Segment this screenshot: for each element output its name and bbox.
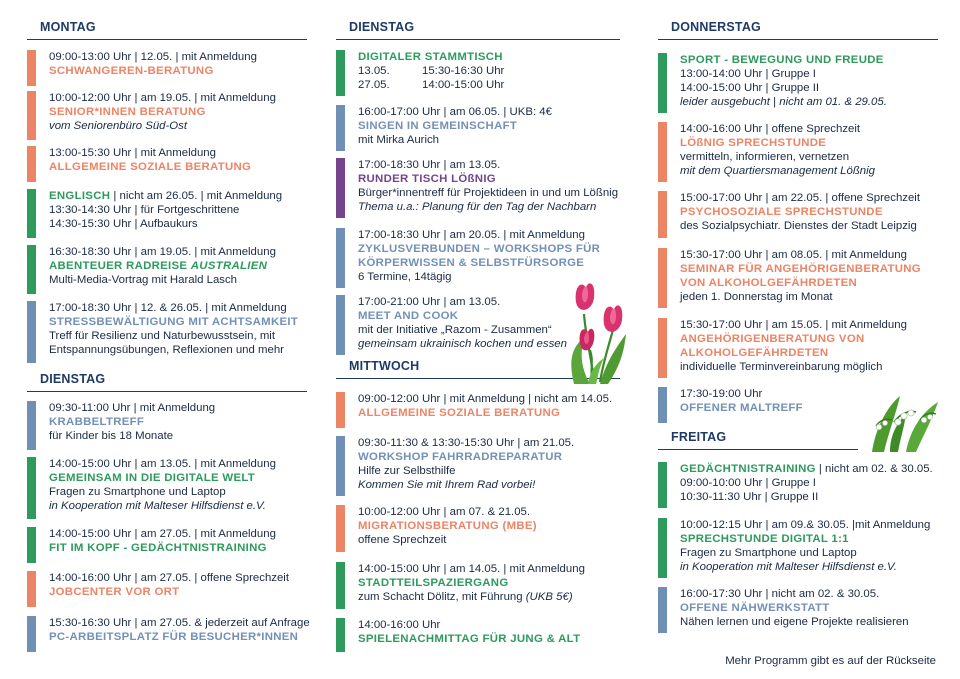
event-title: RUNDER TISCH LÖßNIG [358, 173, 496, 185]
event-title [49, 259, 276, 273]
event-sprechstunde-digital [658, 518, 930, 578]
event-detail: | nicht am 02. & 30.05. [815, 463, 933, 475]
event-time: 15:30-17:00 Uhr | am 15.05. | mit Anmeldung [680, 319, 907, 331]
event-header [680, 462, 933, 476]
event-time: 17:00-21:00 Uhr | am 13.05. [358, 296, 501, 308]
event-time: 14:00-15:00 Uhr | am 13.05. | mit Anmeldung [49, 458, 276, 470]
event-digitale-welt [27, 457, 276, 519]
day-heading-donnerstag: DONNERSTAG [658, 20, 938, 40]
event-loessnig-sprechstunde [658, 122, 875, 182]
event-singen [336, 105, 552, 151]
event-note: Kommen Sie mit Ihrem Rad vorbei! [358, 479, 536, 491]
event-time: 10:30-11:30 Uhr | Gruppe II [680, 491, 819, 503]
event-description: Hilfe zur Selbsthilfe [358, 465, 456, 477]
event-title: STADTTEILSPAZIERGANG [358, 577, 509, 589]
event-date-row [358, 64, 504, 78]
event-time: 09:30-11:00 Uhr | mit Anmeldung [49, 402, 216, 414]
event-spielenachmittag [336, 618, 580, 652]
event-title-italic: AUSTRALIEN [190, 260, 268, 272]
event-digitaler-stammtisch [336, 50, 504, 96]
event-note: vom Seniorenbüro Süd-Ost [49, 120, 188, 132]
event-title-main: ABENTEUER RADREISE [49, 260, 191, 272]
event-seminar-angehoerigenberatung [658, 248, 921, 308]
event-header [49, 189, 282, 203]
event-time: 17:00-18:30 Uhr | am 20.05. | mit Anmeldung [358, 229, 585, 241]
event-description: für Kinder bis 18 Monate [49, 430, 174, 442]
event-time: 14:00-15:00 Uhr | am 14.05. | mit Anmeldung [358, 563, 585, 575]
event-runder-tisch [336, 158, 618, 218]
day-heading-montag: MONTAG [27, 20, 307, 40]
event-title: STRESSBEWÄLTIGUNG MIT ACHTSAMKEIT [49, 316, 299, 328]
event-fee: (UKB 5€) [525, 591, 573, 603]
event-time: 16:00-17:30 Uhr | nicht am 02. & 30.05. [680, 588, 880, 600]
event-time: 17:00-18:30 Uhr | 12. & 26.05. | mit Anmeldung [49, 302, 287, 314]
event-description: 6 Termine, 14tägig [358, 271, 452, 283]
event-stadtteilspaziergang [336, 562, 585, 609]
event-description: Treff für Resilienz und Naturbewusstsein, mit [49, 330, 276, 342]
event-time: 14:00-15:00 Uhr [422, 79, 505, 91]
event-description: Nähen lernen und eigene Projekte realisieren [680, 616, 909, 628]
event-title: SPIELENACHMITTAG FÜR JUNG & ALT [358, 633, 581, 645]
event-description: vermitteln, informieren, vernetzen [680, 151, 850, 163]
event-time: 15:00-17:00 Uhr | am 22.05. | offene Sprechzeit [680, 192, 920, 204]
event-fahrradreparatur [336, 436, 574, 496]
event-time: 09:00-12:00 Uhr | mit Anmeldung | nicht am 14.05. [358, 393, 613, 405]
event-title: SENIOR*INNEN BERATUNG [49, 106, 206, 118]
event-title: ZYKLUSVERBUNDEN – WORKSHOPS FÜR [358, 243, 601, 255]
event-time: 14:00-16:00 Uhr | am 27.05. | offene Sprechzeit [49, 572, 289, 584]
day-heading-dienstag: DIENSTAG [27, 372, 307, 392]
event-jobcenter [27, 571, 289, 607]
event-description: Bürger*innentreff für Projektideen in und um Lößnig [358, 187, 619, 199]
event-time: 10:00-12:00 Uhr | am 19.05. | mit Anmeldung [49, 92, 276, 104]
event-date: 13.05. [358, 65, 390, 77]
event-fit-im-kopf [27, 527, 276, 563]
event-title: OFFENER MALTREFF [680, 402, 803, 414]
event-title: DIGITALER STAMMTISCH [358, 51, 503, 63]
event-time: 15:30-16:30 Uhr | am 27.05. & jederzeit auf Anfrage [49, 617, 310, 629]
event-abenteuer-radreise [27, 245, 276, 294]
event-senioren-beratung [27, 91, 276, 140]
event-stressbewaeltigung [27, 301, 298, 363]
event-title: SCHWANGEREN-BERATUNG [49, 65, 214, 77]
event-time: 15:30-16:30 Uhr [422, 65, 505, 77]
event-title: OFFENE NÄHWERKSTATT [680, 602, 830, 614]
event-title: MEET AND COOK [358, 310, 459, 322]
event-psychosoziale-sprechstunde [658, 191, 920, 238]
event-note-dates: nicht am 01. & 29.05. [779, 96, 887, 108]
event-time: 13:30-14:30 Uhr | für Fortgeschrittene [49, 204, 240, 216]
event-time: 16:30-18:30 Uhr | am 19.05. | mit Anmeldung [49, 246, 276, 258]
event-title: GEMEINSAM IN DIE DIGITALE WELT [49, 472, 256, 484]
event-time: 14:30-15:30 Uhr | Aufbaukurs [49, 218, 198, 230]
event-time: 09:30-11:30 & 13:30-15:30 Uhr | am 21.05. [358, 437, 575, 449]
event-meet-and-cook [336, 295, 567, 355]
event-description-main: zum Schacht Dölitz, mit Führung [358, 591, 526, 603]
event-note-sep: | [769, 96, 780, 108]
event-note: in Kooperation mit Malteser Hilfsdienst e.V. [680, 561, 897, 573]
event-description: Entspannungsübungen, Reflexionen und mehr [49, 344, 284, 356]
event-date: 27.05. [358, 79, 390, 91]
event-description: des Sozialpsychiatr. Dienstes der Stadt Leipzig [680, 220, 917, 232]
event-krabbeltreff [27, 401, 215, 450]
event-allgemeine-soziale-beratung [27, 146, 251, 182]
event-time: 13:00-15:30 Uhr | mit Anmeldung [49, 147, 216, 159]
footer-note: Mehr Programm gibt es auf der Rückseite [725, 655, 936, 667]
event-time: 17:00-18:30 Uhr | am 13.05. [358, 159, 501, 171]
event-title: WORKSHOP FAHRRADREPARATUR [358, 451, 563, 463]
event-title: FIT IM KOPF - GEDÄCHTNISTRAINING [49, 542, 267, 554]
event-description: individuelle Terminvereinbarung möglich [680, 361, 883, 373]
event-angehoerigenberatung [658, 318, 907, 378]
event-title: ALLGEMEINE SOZIALE BERATUNG [358, 407, 561, 419]
event-title: GEDÄCHTNISTRAINING [680, 463, 816, 475]
day-heading-mittwoch: MITTWOCH [336, 359, 620, 379]
event-title: PC-ARBEITSPLATZ FÜR BESUCHER*INNEN [49, 631, 299, 643]
event-title: KRABBELTREFF [49, 416, 145, 428]
event-time: 17:30-19:00 Uhr [680, 388, 763, 400]
event-description: Multi-Media-Vortrag mit Harald Lasch [49, 274, 238, 286]
event-offener-maltreff [658, 387, 803, 423]
event-title: PSYCHOSOZIALE SPRECHSTUNDE [680, 206, 883, 218]
event-title: ANGEHÖRIGENBERATUNG VON [680, 333, 865, 345]
event-pc-arbeitsplatz [27, 616, 310, 652]
event-title: SINGEN IN GEMEINSCHAFT [358, 120, 518, 132]
event-note-booked: leider ausgebucht [680, 96, 770, 108]
event-zyklusverbunden [336, 228, 600, 288]
event-time: 13:00-14:00 Uhr | Gruppe I [680, 68, 816, 80]
event-note: in Kooperation mit Malteser Hilfsdienst e.V. [49, 500, 266, 512]
event-title: LÖßNIG SPRECHSTUNDE [680, 137, 827, 149]
event-description: Fragen zu Smartphone und Laptop [680, 547, 857, 559]
event-time: 09:00-10:00 Uhr | Gruppe I [680, 477, 816, 489]
event-description: jeden 1. Donnerstag im Monat [680, 291, 833, 303]
event-detail: | nicht am 26.05. | mit Anmeldung [110, 190, 283, 202]
event-description: mit Mirka Aurich [358, 134, 440, 146]
event-note: Thema u.a.: Planung für den Tag der Nachbarn [358, 201, 597, 213]
event-time: 14:00-15:00 Uhr | Gruppe II [680, 82, 820, 94]
event-allgemeine-soziale-beratung-mi [336, 392, 612, 428]
event-note [680, 95, 887, 109]
event-date-row [358, 78, 504, 92]
tulip-illustration [564, 280, 630, 384]
day-heading-freitag: FREITAG [658, 430, 858, 450]
event-time: 15:30-17:00 Uhr | am 08.05. | mit Anmeldung [680, 249, 907, 261]
event-note: mit dem Quartiersmanagement Lößnig [680, 165, 875, 177]
event-title: MIGRATIONSBERATUNG (MBE) [358, 520, 537, 532]
event-naehwerkstatt [658, 587, 909, 633]
event-englisch [27, 189, 282, 238]
event-title: JOBCENTER VOR ORT [49, 586, 180, 598]
event-schwangeren-beratung [27, 50, 257, 86]
event-title: ALLGEMEINE SOZIALE BERATUNG [49, 161, 252, 173]
lily-of-the-valley-illustration [866, 392, 944, 454]
event-time: 10:00-12:00 Uhr | am 07. & 21.05. [358, 506, 531, 518]
day-heading-dienstag: DIENSTAG [336, 20, 620, 40]
event-description: offene Sprechzeit [358, 534, 447, 546]
event-title-line2: VON ALKOHOLGEFÄHRDETEN [680, 277, 858, 289]
event-time: 10:00-12:15 Uhr | am 09.& 30.05. |mit Anmeldung [680, 519, 931, 531]
event-migrationsberatung [336, 505, 537, 552]
event-time: 14:00-15:00 Uhr | am 27.05. | mit Anmeldung [49, 528, 276, 540]
event-time: 16:00-17:00 Uhr | am 06.05. | UKB: 4€ [358, 106, 552, 118]
event-description: mit der Initiative „Razom - Zusammen“ [358, 324, 552, 336]
event-time: 14:00-16:00 Uhr | offene Sprechzeit [680, 123, 861, 135]
event-note: gemeinsam ukrainisch kochen und essen [358, 338, 567, 350]
event-sport [658, 53, 887, 113]
event-title-line2: KÖRPERWISSEN & SELBSTFÜRSORGE [358, 257, 585, 269]
event-time: 09:00-13:00 Uhr | 12.05. | mit Anmeldung [49, 51, 257, 63]
event-title: SPORT - BEWEGUNG UND FREUDE [680, 54, 884, 66]
event-time: 14:00-16:00 Uhr [358, 619, 441, 631]
event-title-line2: ALKOHOLGEFÄHRDETEN [680, 347, 829, 359]
event-title: SPRECHSTUNDE DIGITAL 1:1 [680, 533, 849, 545]
event-description [358, 590, 585, 604]
event-title: ENGLISCH [49, 190, 111, 202]
event-gedaechtnistraining [658, 462, 933, 508]
event-description: Fragen zu Smartphone und Laptop [49, 486, 226, 498]
event-title: SEMINAR FÜR ANGEHÖRIGENBERATUNG [680, 263, 921, 275]
